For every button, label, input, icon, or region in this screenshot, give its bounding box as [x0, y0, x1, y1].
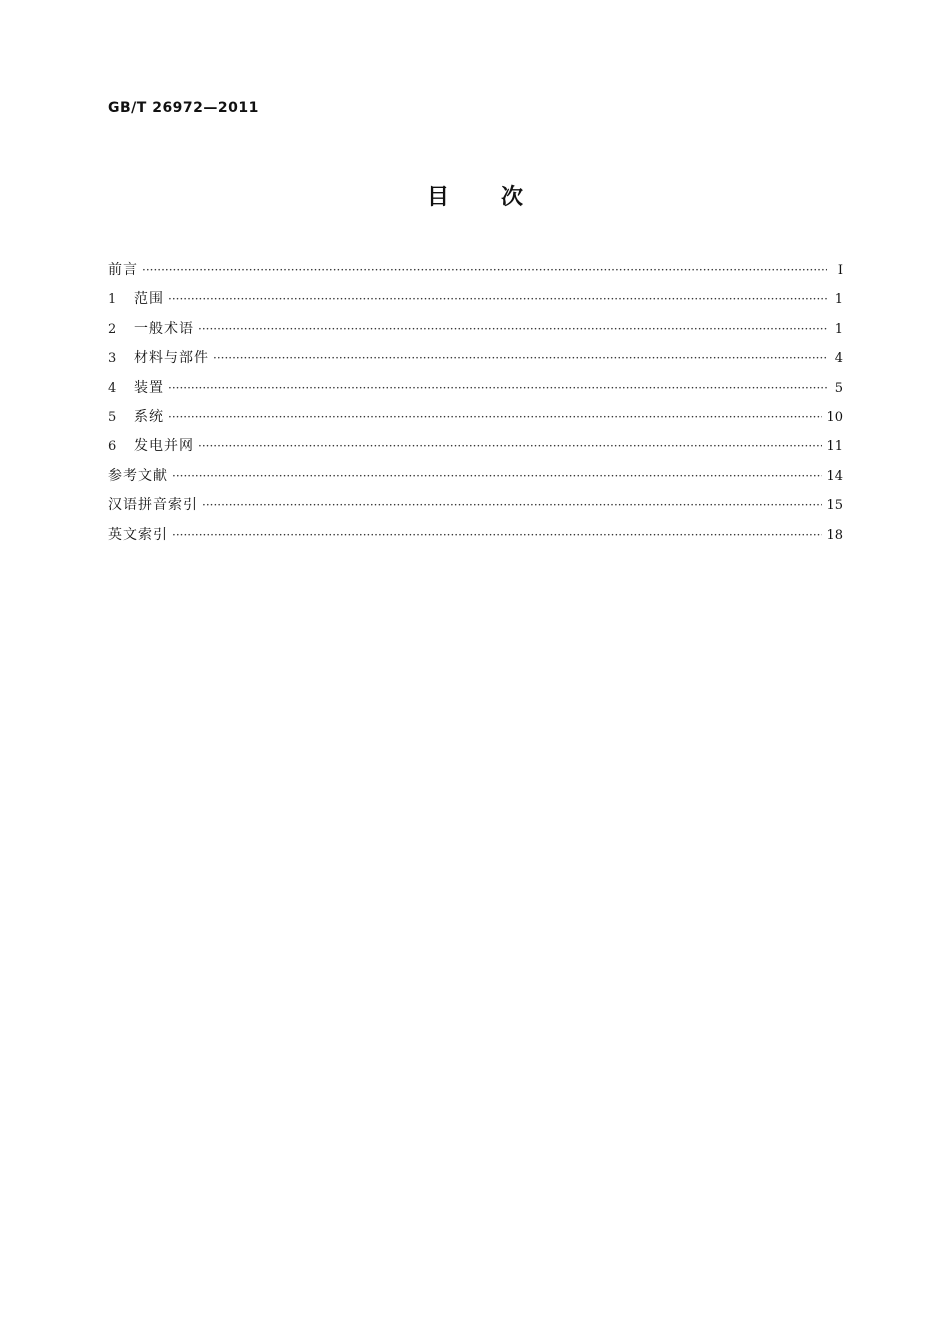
toc-entry-label: 一般术语 — [134, 320, 194, 337]
toc-title: 目次 — [426, 185, 575, 210]
toc-entry-preface[interactable] — [108, 259, 843, 288]
toc-entry-label: 材料与部件 — [134, 350, 209, 367]
toc-leader-dots — [198, 322, 827, 336]
toc-entry-label: 英文索引 — [108, 526, 168, 543]
toc-leader-dots — [142, 263, 827, 277]
toc-entry-label: 装置 — [134, 379, 164, 396]
toc-leader-dots — [172, 528, 822, 542]
toc-entry-page: 18 — [826, 527, 843, 543]
toc-entry-materials[interactable] — [108, 347, 843, 376]
toc-leader-dots — [168, 292, 827, 306]
toc-entry-pinyin-index[interactable] — [108, 494, 843, 523]
toc-leader-dots — [213, 351, 827, 365]
toc-entry-label: 前言 — [108, 262, 138, 278]
toc-leader-dots — [202, 498, 822, 512]
toc-leader-dots — [198, 439, 822, 453]
toc-entry-devices[interactable] — [108, 377, 843, 406]
toc-entry-page: 1 — [834, 292, 843, 308]
toc-entry-page: 4 — [834, 351, 843, 367]
toc-entry-page: 10 — [826, 409, 843, 425]
toc-entry-number: 5 — [108, 409, 117, 425]
toc-entry-general-terms[interactable] — [108, 318, 843, 347]
toc-leader-dots — [168, 381, 827, 395]
toc-entry-scope[interactable] — [108, 288, 843, 317]
toc-entry-grid-connection[interactable] — [108, 435, 843, 464]
toc-entry-number: 1 — [108, 292, 117, 308]
toc-entry-page: Ⅰ — [837, 263, 843, 278]
toc-entry-number: 2 — [108, 321, 117, 337]
toc-entry-number: 6 — [108, 439, 117, 455]
toc-entry-page: 15 — [826, 498, 843, 514]
toc-entry-page: 11 — [826, 439, 843, 455]
toc-entry-page: 5 — [834, 380, 843, 396]
toc-leader-dots — [168, 410, 822, 424]
toc-entry-references[interactable] — [108, 465, 843, 494]
standard-code: GB/T 26972—2011 — [108, 100, 259, 116]
toc-entry-number: 4 — [108, 380, 117, 396]
toc-entry-label: 系统 — [134, 408, 164, 425]
toc-entry-label: 参考文献 — [108, 467, 168, 484]
toc-entry-label: 发电并网 — [134, 438, 194, 455]
toc-leader-dots — [172, 469, 822, 483]
toc-entry-label: 范围 — [134, 291, 164, 308]
toc-entry-systems[interactable] — [108, 406, 843, 435]
table-of-contents — [108, 259, 843, 553]
toc-entry-label: 汉语拼音索引 — [108, 497, 198, 514]
toc-entry-number: 3 — [108, 351, 117, 367]
toc-entry-page: 14 — [826, 468, 843, 484]
toc-entry-page: 1 — [834, 321, 843, 337]
toc-entry-english-index[interactable] — [108, 524, 843, 553]
